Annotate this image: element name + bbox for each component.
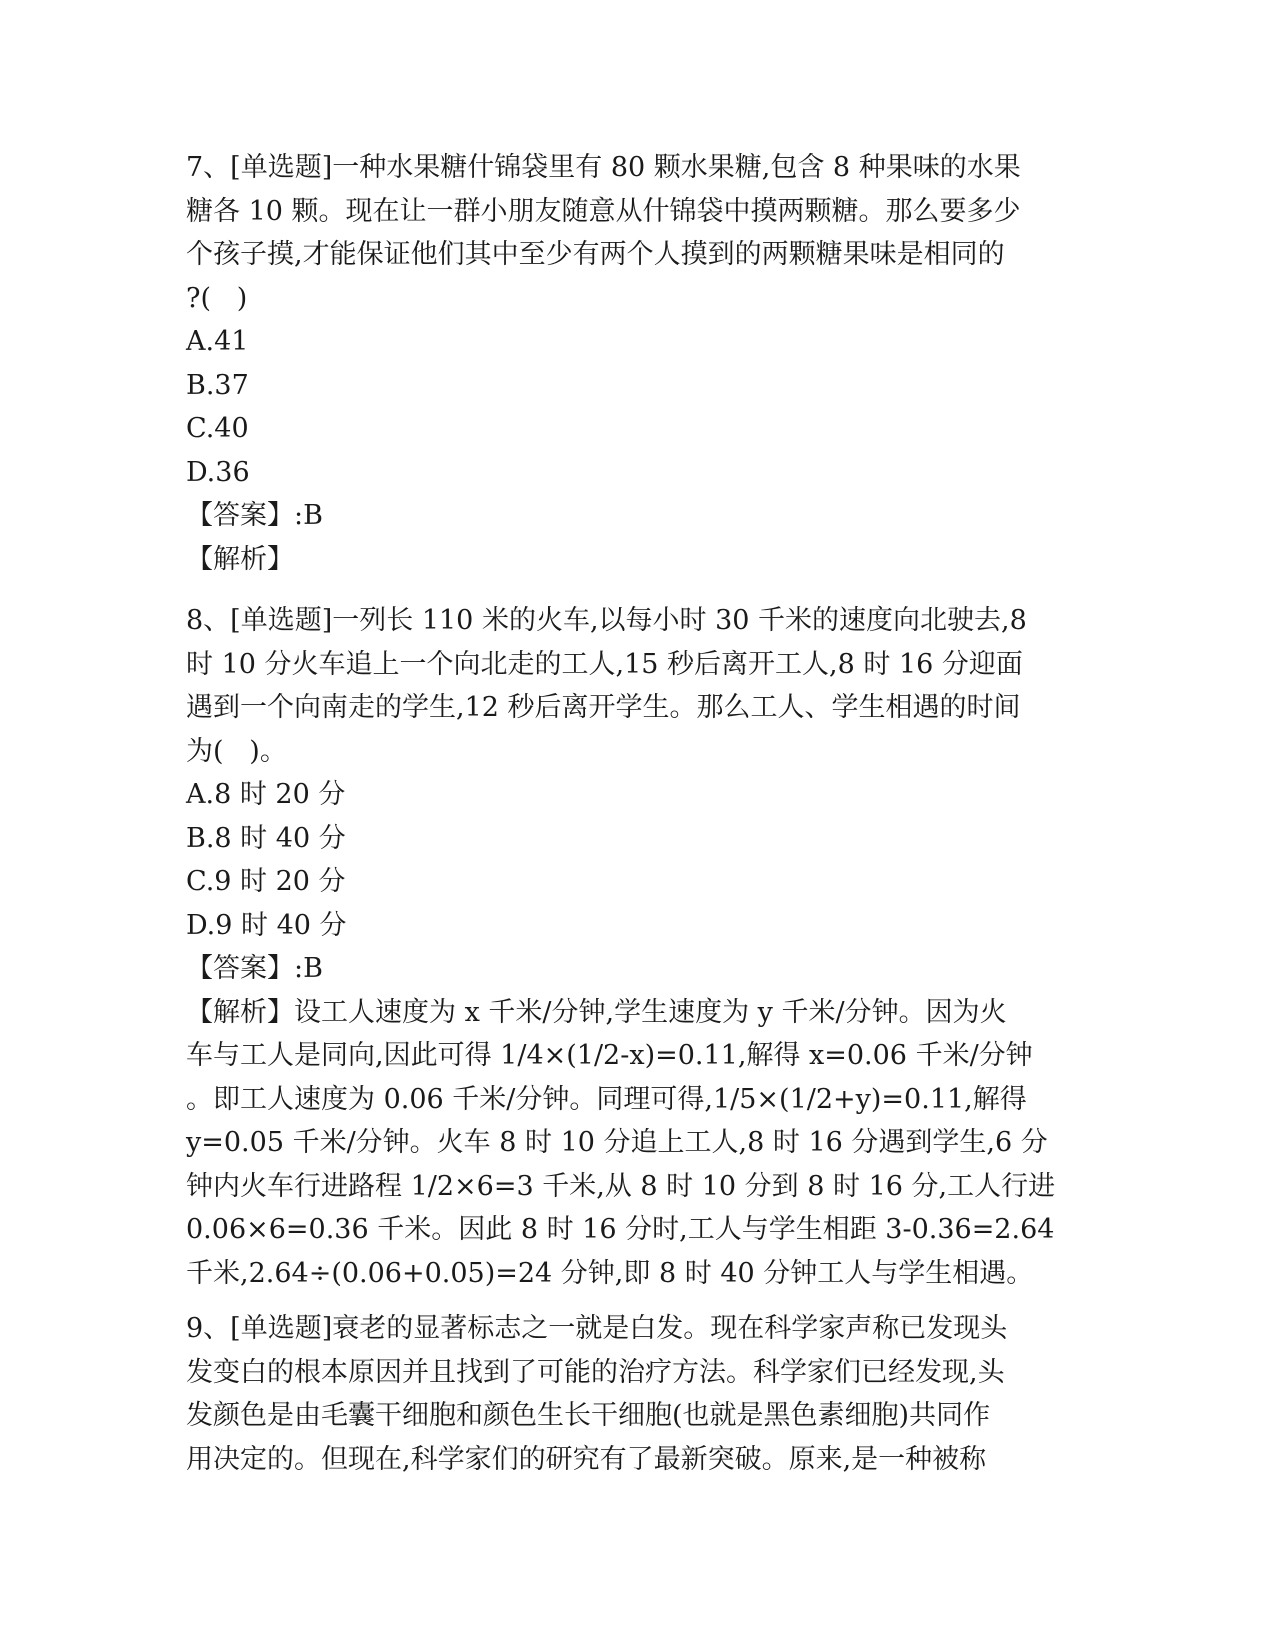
answer-line <box>186 494 1086 538</box>
option-a: A.41 <box>186 326 249 357</box>
option-b: B.37 <box>186 369 249 401</box>
analysis-line <box>186 538 1086 582</box>
analysis-text-line: 0.06×6=0.36 千米。因此 8 时 16 分时,工人与学生相距 3-0.36=2.64 <box>186 1214 1055 1245</box>
analysis-text: 设工人速度为 x 千米/分钟,学生速度为 y 千米/分钟。因为火 <box>294 996 1007 1028</box>
option-c: C.9 时 20 分 <box>186 866 346 897</box>
analysis-text-line: y=0.05 千米/分钟。火车 8 时 10 分追上工人,8 时 16 分遇到学生,6 分 <box>186 1127 1048 1158</box>
question-stem-line: 7、[单选题]一种水果糖什锦袋里有 80 颗水果糖,包含 8 种果味的水果 <box>186 152 1021 183</box>
option-d: D.36 <box>186 456 250 488</box>
question-stem-line: 发颜色是由毛囊干细胞和颜色生长干细胞(也就是黑色素细胞)共同作 <box>186 1400 991 1431</box>
question-stem-line: 为( )。 <box>186 735 287 767</box>
option-d: D.9 时 40 分 <box>186 909 347 941</box>
analysis-label: 【解析】 <box>186 996 294 1028</box>
question-stem-line: 个孩子摸,才能保证他们其中至少有两个人摸到的两颗糖果味是相同的 <box>186 239 1005 270</box>
question-stem-line: ?( ) <box>186 282 248 314</box>
document-page <box>186 146 1086 1481</box>
question-stem-line: 8、[单选题]一列长 110 米的火车,以每小时 30 千米的速度向北驶去,8 <box>186 605 1027 636</box>
analysis-text-line: 车与工人是同向,因此可得 1/4×(1/2-x)=0.11,解得 x=0.06 千米/分钟 <box>186 1040 1033 1071</box>
answer-line <box>186 947 1086 991</box>
question-stem-line: 遇到一个向南走的学生,12 秒后离开学生。那么工人、学生相遇的时间 <box>186 692 1021 723</box>
question-stem-line: 时 10 分火车追上一个向北走的工人,15 秒后离开工人,8 时 16 分迎面 <box>186 648 1023 680</box>
question-stem-line: 发变白的根本原因并且找到了可能的治疗方法。科学家们已经发现,头 <box>186 1356 1005 1388</box>
answer-label: 【答案】 <box>186 953 294 984</box>
option-a: A.8 时 20 分 <box>186 779 346 810</box>
question-stem-line: 用决定的。但现在,科学家们的研究有了最新突破。原来,是一种被称 <box>186 1443 987 1475</box>
analysis-line <box>186 991 1086 1035</box>
answer-label: 【答案】 <box>186 500 294 531</box>
question-stem-line: 糖各 10 颗。现在让一群小朋友随意从什锦袋中摸两颗糖。那么要多少 <box>186 195 1021 227</box>
analysis-text-line: 钟内火车行进路程 1/2×6=3 千米,从 8 时 10 分到 8 时 16 分,工人行进 <box>186 1170 1056 1202</box>
analysis-text-line: 千米,2.64÷(0.06+0.05)=24 分钟,即 8 时 40 分钟工人与学生相遇。 <box>186 1257 1034 1289</box>
analysis-label: 【解析】 <box>186 543 294 575</box>
option-c: C.40 <box>186 413 249 444</box>
question-7 <box>186 146 1086 581</box>
question-stem-line: 9、[单选题]衰老的显著标志之一就是白发。现在科学家声称已发现头 <box>186 1313 1008 1344</box>
answer-value: :B <box>294 500 323 531</box>
option-b: B.8 时 40 分 <box>186 822 346 854</box>
answer-value: :B <box>294 953 323 984</box>
question-8 <box>186 599 1086 1295</box>
question-9 <box>186 1307 1086 1481</box>
analysis-text-line: 。即工人速度为 0.06 千米/分钟。同理可得,1/5×(1/2+y)=0.11,解得 <box>186 1083 1027 1115</box>
